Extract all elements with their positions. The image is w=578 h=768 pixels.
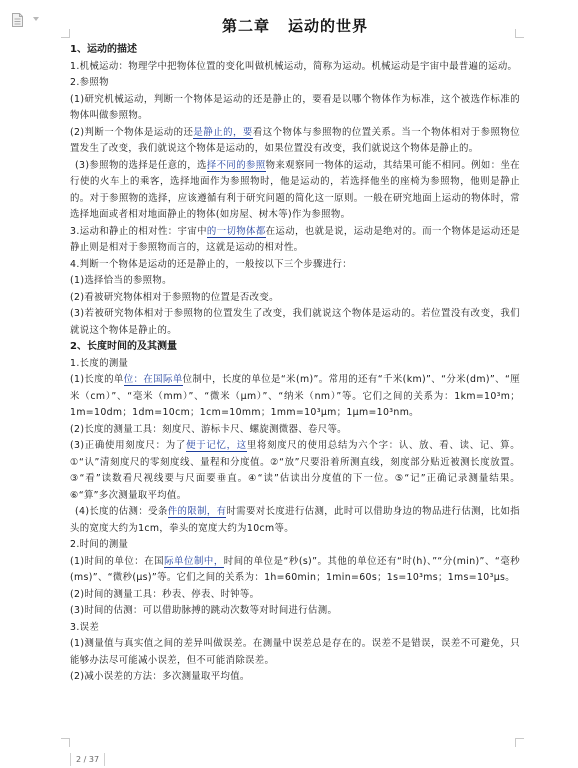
paragraph <box>70 372 520 422</box>
paragraph: (1)测量值与真实值之间的差异叫做误差。在测量中误差总是存在的。误差不是错误，误差不可避免，只能够办法尽可能减小误差，但不可能消除误差。 <box>70 638 520 666</box>
paragraph: (2)时间的测量工具：秒表、停表、时钟等。 <box>70 588 260 600</box>
paragraph: 1.长度的测量 <box>70 357 129 369</box>
text-run: (1)长度的单 <box>70 374 124 385</box>
paragraph: (2)看被研究物体相对于参照物的位置是否改变。 <box>70 291 279 303</box>
paragraph: 4.判断一个物体是运动的还是静止的，一般按以下三个步骤进行： <box>70 258 352 270</box>
hyperlink[interactable]: 位：在国际单 <box>123 374 183 385</box>
hyperlink[interactable]: 是静止的，要 <box>193 126 253 138</box>
text-run: 看这个物体与参照物的位置关系。当一个物体相对于参照物位置发生了改变，我们就说这个物体是运动的，如果位置没有改变，我们就说这个物体是静止的。 <box>70 126 521 154</box>
text-run: (3)参照物的选择是任意的，选 <box>75 159 207 171</box>
paragraph: 1.机械运动：物理学中把物体位置的变化叫做机械运动，简称为运动。机械运动是宇宙中最普遍的运动。 <box>70 60 518 72</box>
paragraph <box>70 158 520 224</box>
text-run: 时需要对长度进行估测，此时可以借助身边的物品进行估测，比如指头的宽度大约为1cm，拳头的宽度大约为10cm等。 <box>70 506 520 534</box>
paragraph: 3.误差 <box>70 621 100 633</box>
paragraph: (1)选择恰当的参照物。 <box>70 275 172 286</box>
page-indicator: 2 / 37 <box>70 753 105 766</box>
document-icon[interactable] <box>12 13 23 27</box>
hyperlink[interactable]: 便于记忆，这 <box>186 440 247 451</box>
paragraph <box>70 224 520 257</box>
text-run: 物来观察同一物体的运动，其结果可能不相同。例如：坐在行使的火车上的乘客，选择地面作为参照物时，他是运动的，若选择他坐的座椅为参照物，他则是静止的。对于参照物的选择，应该遵循有利于研究问题的简化这一原则。一般在研究地面上运动的物体时，常选择地面或者相对地面静止的物体(如房屋、树木等)作为参照物。 <box>70 159 520 220</box>
paragraph: (1)研究机械运动，判断一个物体是运动的还是静止的，要看是以哪个物体作为标准，这个被选作标准的物体叫做参照物。 <box>70 93 520 121</box>
paragraph <box>70 438 520 504</box>
paragraph: (2)长度的测量工具：刻度尺、游标卡尺、螺旋测微器、卷尺等。 <box>70 423 347 435</box>
text-run: (1)时间的单位：在国 <box>70 555 165 567</box>
hyperlink[interactable]: 际单位制中， <box>164 555 224 567</box>
text-run: 时间的单位是“秒(s)”。其他的单位还有“时(h)、”“分(min)”、“毫秒(ms)”、“微秒(μs)”等。它们之间的关系为：1h=60min；1min=60s；1s=10³ms；1ms=10³μs。 <box>70 555 520 583</box>
chapter-name: 运动的世界 <box>288 17 369 35</box>
text-run: (3)正确使用刻度尺：为了 <box>70 440 187 451</box>
paragraph <box>70 125 520 158</box>
chapter-number: 第二章 <box>221 17 270 35</box>
paragraph <box>70 504 520 537</box>
paragraph: (3)时间的估测：可以借助脉搏的跳动次数等对时间进行估测。 <box>70 605 338 616</box>
hyperlink[interactable]: 的一切物体都 <box>206 225 266 237</box>
margin-corner-bottom-right <box>515 738 524 747</box>
text-run: 3.运动和静止的相对性：宇宙中 <box>70 225 207 237</box>
text-run: 在运动，也就是说，运动是绝对的。而一个物体是运动还是静止则是相对于参照物而言的，这就是运动的相对性。 <box>70 225 520 253</box>
paragraph: 2.时间的测量 <box>70 539 129 550</box>
document-page <box>70 14 520 686</box>
text-run: 位制中，长度的单位是“米(m)”。常用的还有“千米(km)”、“分米(dm)”、“厘米（cm）”、“毫米（mm）”、“微米（μm）”、“纳米（nm）”等。它们之间的关系为：1km=10³m；1m=10dm；1dm=10cm；1cm=10mm；1mm=10³μm；1μm=10³nm。 <box>70 374 520 418</box>
section-heading-motion: 1、运动的描述 <box>70 44 137 55</box>
page-title <box>70 14 520 38</box>
text-run: 里将刻度尺的使用总结为六个字：认、放、看、读、记、算。①“认”清刻度尺的零刻度线、量程和分度值。②“放”尺要沿着所测直线，刻度部分贴近被测长度放置。③“看”读数看尺视线要与尺面要垂直。④“读”估读出分度值的下一位。⑤“记”正确记录测量结果。⑥“算”多次测量取平均值。 <box>70 440 520 501</box>
text-run: (4)长度的估测：受条 <box>75 506 168 517</box>
hyperlink[interactable]: 件的限制，有 <box>167 506 227 517</box>
section-heading-length-time: 2、长度时间的及其测量 <box>70 341 177 352</box>
paragraph: (2)减小误差的方法：多次测量取平均值。 <box>70 671 250 682</box>
margin-corner-top-left <box>61 29 70 38</box>
margin-corner-bottom-left <box>61 738 70 747</box>
text-run: (2)判断一个物体是运动的还 <box>70 126 194 138</box>
paragraph: (3)若被研究物体相对于参照物的位置发生了改变，我们就说这个物体是运动的。若位置没有改变，我们就说这个物体是静止的。 <box>70 308 520 336</box>
caret-down-icon[interactable] <box>33 17 39 21</box>
paragraph <box>70 554 520 587</box>
paragraph: 2.参照物 <box>70 77 109 88</box>
hyperlink[interactable]: 择不同的参照 <box>206 159 266 171</box>
